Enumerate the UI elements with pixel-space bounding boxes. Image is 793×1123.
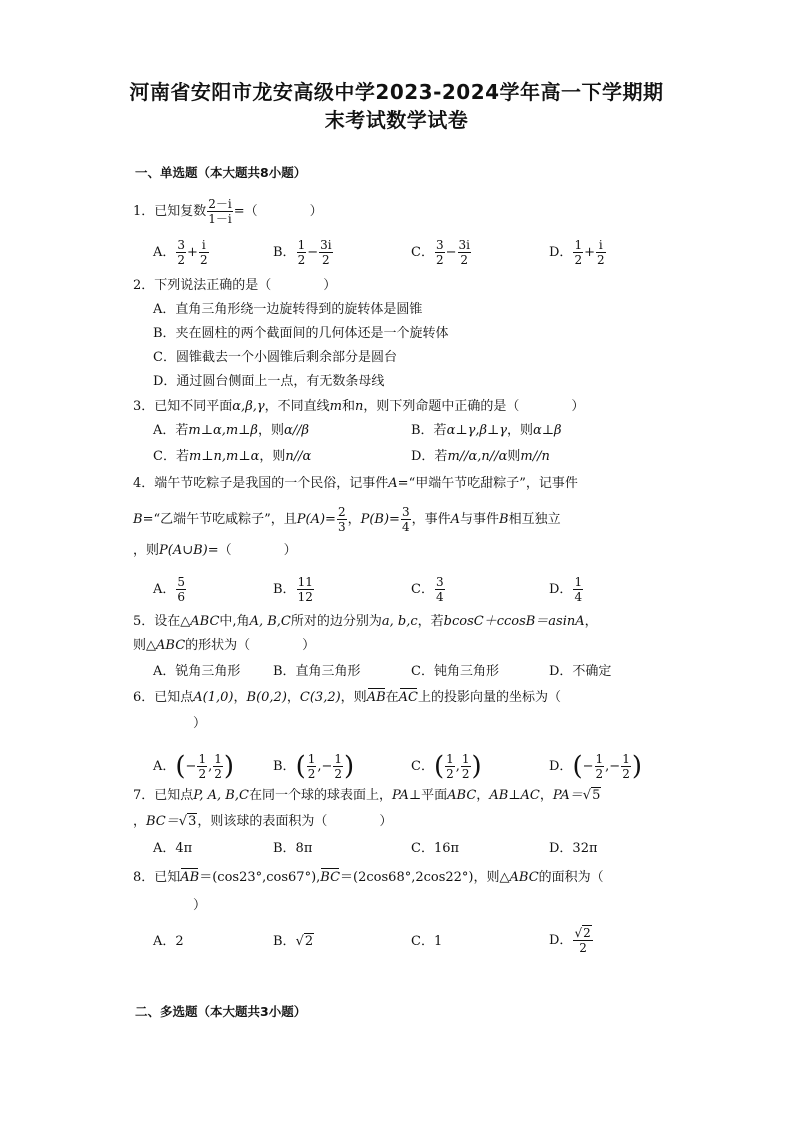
question-3-option-d[interactable]: D．若m//α,n//α则m//n <box>411 449 550 464</box>
section-heading-single-choice: 一、单选题（本大题共8小题） <box>135 165 307 180</box>
question-1-option-b[interactable]: B． $\frac{1}{2}$ − $\frac{3i}{2}$ <box>273 238 332 267</box>
question-7-option-d[interactable]: D．32π <box>549 841 598 856</box>
question-1-option-a[interactable]: A． $\frac{3}{2}$ + $\frac{i}{2}$ <box>153 238 208 267</box>
question-5-option-a[interactable]: A．锐角三角形 <box>153 664 241 679</box>
question-2-stem: 2．下列说法正确的是（ ） <box>133 278 337 293</box>
question-8-option-d[interactable]: D． $\frac{√2}{2}$ <box>549 926 591 955</box>
question-1-option-d[interactable]: D． $\frac{1}{2}$ + $\frac{i}{2}$ <box>549 238 605 267</box>
question-4-option-c[interactable]: C． $\frac{3}{4}$ <box>411 575 444 604</box>
question-5-stem-line2: 则△ABC的形状为（ ） <box>133 638 316 653</box>
question-5-option-b[interactable]: B．直角三角形 <box>273 664 361 679</box>
question-2-option-b[interactable]: B．夹在圆柱的两个截面间的几何体还是一个旋转体 <box>153 326 449 341</box>
question-5-option-c[interactable]: C．钝角三角形 <box>411 664 499 679</box>
question-8-option-c[interactable]: C．1 <box>411 934 443 949</box>
question-5-stem-line1: 5．设在△ABC中,角A, B,C所对的边分别为a, b,c，若bcosC＋ccosB＝asinA， <box>133 614 598 629</box>
question-4-stem-line2: B=“乙端午节吃咸粽子”，且P(A)= $\frac{2}{3}$ ，P(B)= $\frac{3}{4}$ ，事件A与事件B相互独立 <box>133 505 561 534</box>
question-2-option-a[interactable]: A．直角三角形绕一边旋转得到的旋转体是圆锥 <box>153 302 423 317</box>
question-6-stem: 6．已知点A(1,0)，B(0,2)，C(3,2)，则AB在AC上的投影向量的坐标为（ <box>133 690 562 705</box>
question-7-stem-line2: ，BC＝√3，则该球的表面积为（ ） <box>133 814 393 829</box>
question-4-option-a[interactable]: A． $\frac{5}{6}$ <box>153 575 186 604</box>
fraction: $\frac{2-i}{1-i}$ <box>208 197 232 226</box>
question-6-option-b[interactable]: B．( $\frac{1}{2}$ ,− $\frac{1}{2}$ ) <box>273 751 355 782</box>
question-4-option-b[interactable]: B． $\frac{11}{12}$ <box>273 575 313 604</box>
question-6-option-d[interactable]: D．(− $\frac{1}{2}$ ,− $\frac{1}{2}$ ) <box>549 751 642 782</box>
exam-title-line2: 末考试数学试卷 <box>324 108 469 132</box>
sqrt-symbol: √2 <box>295 934 314 949</box>
exam-title-line1: 河南省安阳市龙安高级中学2023-2024学年高一下学期期 <box>129 80 664 104</box>
question-5-option-d[interactable]: D．不确定 <box>549 664 612 679</box>
question-7-option-c[interactable]: C．16π <box>411 841 460 856</box>
question-8-stem-close: ） <box>193 898 207 913</box>
question-7-option-a[interactable]: A．4π <box>153 841 193 856</box>
question-3-option-a[interactable]: A．若m⊥α,m⊥β，则α//β <box>153 423 310 438</box>
question-2-option-c[interactable]: C．圆锥截去一个小圆锥后剩余部分是圆台 <box>153 350 397 365</box>
sqrt-symbol: √3 <box>178 814 197 829</box>
question-3-option-c[interactable]: C．若m⊥n,m⊥α，则n//α <box>153 449 312 464</box>
question-6-stem-close: ） <box>193 716 207 731</box>
question-6-option-a[interactable]: A．(− $\frac{1}{2}$ , $\frac{1}{2}$ ) <box>153 751 235 782</box>
question-2-option-d[interactable]: D．通过圆台侧面上一点，有无数条母线 <box>153 374 385 389</box>
question-4-stem-line3: ，则P(A∪B)=（ ） <box>133 543 297 558</box>
question-3-option-b[interactable]: B．若α⊥γ,β⊥γ，则α⊥β <box>411 423 562 438</box>
question-6-option-c[interactable]: C．( $\frac{1}{2}$ , $\frac{1}{2}$ ) <box>411 751 482 782</box>
question-7-option-b[interactable]: B．8π <box>273 841 313 856</box>
question-4-option-d[interactable]: D． $\frac{1}{4}$ <box>549 575 583 604</box>
question-3-stem: 3．已知不同平面α,β,γ，不同直线m和n，则下列命题中正确的是（ ） <box>133 399 585 414</box>
question-8-option-a[interactable]: A．2 <box>153 934 184 949</box>
question-7-stem-line1: 7．已知点P, A, B,C在同一个球的球表面上，PA⊥平面ABC，AB⊥AC，PA＝√5 <box>133 788 601 803</box>
section-heading-multiple-choice: 二、多选题（本大题共3小题） <box>135 1004 307 1019</box>
question-8-option-b[interactable]: B．√2 <box>273 934 314 949</box>
question-1-stem: 1．已知复数 $\frac{2-i}{1-i}$ =（ ） <box>133 197 323 226</box>
question-1-option-c[interactable]: C． $\frac{3}{2}$ − $\frac{3i}{2}$ <box>411 238 470 267</box>
sqrt-symbol: √5 <box>582 788 601 803</box>
question-8-stem: 8．已知AB＝(cos23°,cos67°),BC＝(2cos68°,2cos22°)，则△ABC的面积为（ <box>133 870 604 885</box>
question-4-stem-line1: 4．端午节吃粽子是我国的一个民俗，记事件A=“甲端午节吃甜粽子”，记事件 <box>133 476 578 491</box>
